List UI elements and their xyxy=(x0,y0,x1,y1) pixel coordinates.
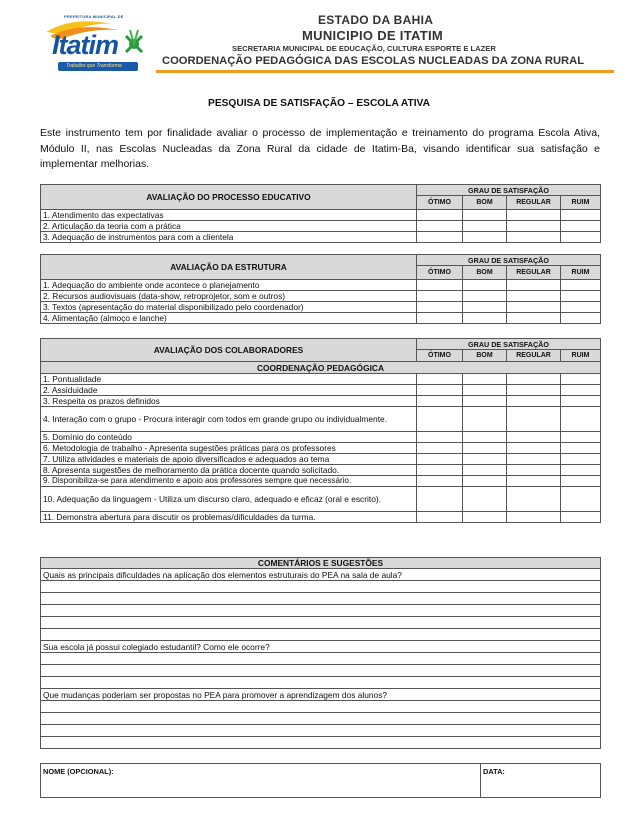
section-title: AVALIAÇÃO DOS COLABORADORES xyxy=(41,339,417,362)
structure-evaluation-table xyxy=(40,254,601,324)
grau-header: GRAU DE SATISFAÇÃO xyxy=(417,255,601,266)
otimo-cell[interactable] xyxy=(417,454,463,465)
table-row xyxy=(41,432,601,443)
regular-cell[interactable] xyxy=(507,232,561,243)
col-regular: REGULAR xyxy=(507,196,561,210)
regular-cell[interactable] xyxy=(507,313,561,324)
ruim-cell[interactable] xyxy=(561,487,601,512)
item-label: 4. Interação com o grupo - Procura interagir com todos em grande grupo ou individualmente. xyxy=(41,407,417,432)
answer-line[interactable] xyxy=(41,737,601,749)
regular-cell[interactable] xyxy=(507,302,561,313)
ruim-cell[interactable] xyxy=(561,374,601,385)
section-title: AVALIAÇÃO DO PROCESSO EDUCATIVO xyxy=(41,185,417,210)
logo-prefeitura-text: PREFEITURA MUNICIPAL DE xyxy=(64,14,124,19)
item-label: 11. Demonstra abertura para discutir os problemas/dificuldades da turma. xyxy=(41,512,417,523)
table-row xyxy=(41,385,601,396)
bom-cell[interactable] xyxy=(463,302,507,313)
ruim-cell[interactable] xyxy=(561,221,601,232)
table-row xyxy=(41,210,601,221)
table-row xyxy=(41,280,601,291)
bom-cell[interactable] xyxy=(463,374,507,385)
table-row xyxy=(41,302,601,313)
header-secretaria: SECRETARIA MUNICIPAL DE EDUCAÇÃO, CULTURA ESPORTE E LAZER xyxy=(232,44,496,53)
table-row xyxy=(41,443,601,454)
table-row xyxy=(41,454,601,465)
col-regular: REGULAR xyxy=(507,350,561,362)
ruim-cell[interactable] xyxy=(561,291,601,302)
ruim-cell[interactable] xyxy=(561,302,601,313)
otimo-cell[interactable] xyxy=(417,443,463,454)
table-row xyxy=(41,313,601,324)
bom-cell[interactable] xyxy=(463,465,507,476)
table-row xyxy=(41,407,601,432)
regular-cell[interactable] xyxy=(507,374,561,385)
bom-cell[interactable] xyxy=(463,396,507,407)
coordenacao-subtitle: COORDENAÇÃO PEDAGÓGICA xyxy=(41,362,601,374)
regular-cell[interactable] xyxy=(507,487,561,512)
regular-cell[interactable] xyxy=(507,280,561,291)
comments-title: COMENTÁRIOS E SUGESTÕES xyxy=(41,558,601,569)
answer-line[interactable] xyxy=(41,665,601,677)
answer-line[interactable] xyxy=(41,677,601,689)
item-label: 4. Alimentação (almoço e lanche) xyxy=(41,313,417,324)
col-ruim: RUIM xyxy=(561,196,601,210)
item-label: 1. Pontualidade xyxy=(41,374,417,385)
item-label: 6. Metodologia de trabalho - Apresenta sugestões práticas para os professores xyxy=(41,443,417,454)
bom-cell[interactable] xyxy=(463,407,507,432)
otimo-cell[interactable] xyxy=(417,465,463,476)
bom-cell[interactable] xyxy=(463,221,507,232)
regular-cell[interactable] xyxy=(507,465,561,476)
item-label: 3. Respeita os prazos definidos xyxy=(41,396,417,407)
answer-line[interactable] xyxy=(41,713,601,725)
process-evaluation-table xyxy=(40,184,601,243)
bom-cell[interactable] xyxy=(463,476,507,487)
otimo-cell[interactable] xyxy=(417,221,463,232)
bom-cell[interactable] xyxy=(463,443,507,454)
col-ruim: RUIM xyxy=(561,266,601,280)
intro-paragraph: Este instrumento tem por finalidade avaliar o processo de implementação e treinamento do programa Escola Ativa, Módulo II, nas Escolas Nucleadas da Zona Rural da cidade de Itatim-Ba, visando identificar sua satisfação e implementar melhorias. xyxy=(40,127,600,170)
regular-cell[interactable] xyxy=(507,512,561,523)
answer-line[interactable] xyxy=(41,617,601,629)
regular-cell[interactable] xyxy=(507,432,561,443)
header-municipio: MUNICIPIO DE ITATIM xyxy=(302,28,443,43)
bom-cell[interactable] xyxy=(463,487,507,512)
otimo-cell[interactable] xyxy=(417,432,463,443)
section-title: AVALIAÇÃO DA ESTRUTURA xyxy=(41,255,417,280)
regular-cell[interactable] xyxy=(507,210,561,221)
item-label: 1. Adequação do ambiente onde acontece o planejamento xyxy=(41,280,417,291)
otimo-cell[interactable] xyxy=(417,396,463,407)
grau-header: GRAU DE SATISFAÇÃO xyxy=(417,185,601,196)
item-label: 2. Recursos audiovisuais (data-show, retroprojetor, som e outros) xyxy=(41,291,417,302)
otimo-cell[interactable] xyxy=(417,232,463,243)
item-label: 10. Adequação da linguagem - Utiliza um discurso claro, adequado e eficaz (oral e escrito). xyxy=(41,487,417,512)
otimo-cell[interactable] xyxy=(417,291,463,302)
ruim-cell[interactable] xyxy=(561,407,601,432)
otimo-cell[interactable] xyxy=(417,385,463,396)
item-label: 1. Atendimento das expectativas xyxy=(41,210,417,221)
bom-cell[interactable] xyxy=(463,313,507,324)
letterhead xyxy=(0,0,638,80)
bom-cell[interactable] xyxy=(463,280,507,291)
regular-cell[interactable] xyxy=(507,221,561,232)
item-label: 3. Adequação de instrumentos para com a clientela xyxy=(41,232,417,243)
answer-line[interactable] xyxy=(41,701,601,713)
document-title: PESQUISA DE SATISFAÇÃO – ESCOLA ATIVA xyxy=(208,98,430,109)
regular-cell[interactable] xyxy=(507,407,561,432)
table-row xyxy=(41,291,601,302)
header-estado: ESTADO DA BAHIA xyxy=(318,13,434,27)
answer-line[interactable] xyxy=(41,605,601,617)
col-bom: BOM xyxy=(463,266,507,280)
logo-slogan-text: Trabalho que Transforma xyxy=(58,62,138,71)
header-divider xyxy=(156,70,614,73)
table-row xyxy=(41,374,601,385)
regular-cell[interactable] xyxy=(507,291,561,302)
nome-label: NOME (OPCIONAL): xyxy=(43,767,114,776)
item-label: 9. Disponibiliza-se para atendimento e apoio aos professores sempre que necessário. xyxy=(41,476,417,487)
col-otimo: ÓTIMO xyxy=(417,196,463,210)
bom-cell[interactable] xyxy=(463,232,507,243)
otimo-cell[interactable] xyxy=(417,487,463,512)
logo-name-text: Itatim xyxy=(52,30,119,60)
ruim-cell[interactable] xyxy=(561,432,601,443)
col-otimo: ÓTIMO xyxy=(417,266,463,280)
regular-cell[interactable] xyxy=(507,385,561,396)
table-row xyxy=(41,476,601,487)
item-label: 2. Articulação da teoria com a prática xyxy=(41,221,417,232)
table-row xyxy=(41,487,601,512)
otimo-cell[interactable] xyxy=(417,512,463,523)
table-row xyxy=(41,512,601,523)
regular-cell[interactable] xyxy=(507,454,561,465)
answer-line[interactable] xyxy=(41,653,601,665)
col-ruim: RUIM xyxy=(561,350,601,362)
ruim-cell[interactable] xyxy=(561,465,601,476)
header-coordenacao: COORDENAÇÃO PEDAGÓGICA DAS ESCOLAS NUCLEADAS DA ZONA RURAL xyxy=(162,55,585,67)
answer-line[interactable] xyxy=(41,581,601,593)
item-label: 7. Utiliza atividades e materiais de apoio diversificados e adequados ao tema xyxy=(41,454,417,465)
ruim-cell[interactable] xyxy=(561,454,601,465)
table-row xyxy=(41,396,601,407)
nome-field[interactable] xyxy=(41,764,481,798)
bom-cell[interactable] xyxy=(463,385,507,396)
col-regular: REGULAR xyxy=(507,266,561,280)
answer-line[interactable] xyxy=(41,629,601,641)
otimo-cell[interactable] xyxy=(417,302,463,313)
data-field[interactable] xyxy=(481,764,601,798)
col-otimo: ÓTIMO xyxy=(417,350,463,362)
item-label: 2. Assiduidade xyxy=(41,385,417,396)
question-3: Que mudanças poderiam ser propostas no PEA para promover a aprendizagem dos alunos? xyxy=(41,689,601,701)
regular-cell[interactable] xyxy=(507,443,561,454)
bom-cell[interactable] xyxy=(463,291,507,302)
footer-table xyxy=(40,763,601,798)
col-bom: BOM xyxy=(463,196,507,210)
regular-cell[interactable] xyxy=(507,476,561,487)
answer-line[interactable] xyxy=(41,725,601,737)
question-1: Quais as principais dificuldades na aplicação dos elementos estruturais do PEA na sala de aula? xyxy=(41,569,601,581)
answer-line[interactable] xyxy=(41,593,601,605)
ruim-cell[interactable] xyxy=(561,313,601,324)
comments-table xyxy=(40,557,601,749)
bom-cell[interactable] xyxy=(463,512,507,523)
bom-cell[interactable] xyxy=(463,454,507,465)
regular-cell[interactable] xyxy=(507,396,561,407)
ruim-cell[interactable] xyxy=(561,443,601,454)
item-label: 5. Domínio do conteúdo xyxy=(41,432,417,443)
table-row xyxy=(41,465,601,476)
item-label: 8. Apresenta sugestões de melhoramento da prática docente quando solicitado. xyxy=(41,465,417,476)
grau-header: GRAU DE SATISFAÇÃO xyxy=(417,339,601,350)
otimo-cell[interactable] xyxy=(417,313,463,324)
ruim-cell[interactable] xyxy=(561,385,601,396)
ruim-cell[interactable] xyxy=(561,512,601,523)
col-bom: BOM xyxy=(463,350,507,362)
table-row xyxy=(41,221,601,232)
itatim-logo xyxy=(42,14,154,74)
data-label: DATA: xyxy=(483,767,505,776)
table-row xyxy=(41,232,601,243)
ruim-cell[interactable] xyxy=(561,280,601,291)
otimo-cell[interactable] xyxy=(417,476,463,487)
bom-cell[interactable] xyxy=(463,432,507,443)
ruim-cell[interactable] xyxy=(561,210,601,221)
otimo-cell[interactable] xyxy=(417,407,463,432)
bom-cell[interactable] xyxy=(463,210,507,221)
ruim-cell[interactable] xyxy=(561,476,601,487)
item-label: 3. Textos (apresentação do material disponibilizado pelo coordenador) xyxy=(41,302,417,313)
collaborators-evaluation-table xyxy=(40,338,601,523)
question-2: Sua escola já possui colegiado estudantil? Como ele ocorre? xyxy=(41,641,601,653)
ruim-cell[interactable] xyxy=(561,396,601,407)
ruim-cell[interactable] xyxy=(561,232,601,243)
otimo-cell[interactable] xyxy=(417,210,463,221)
otimo-cell[interactable] xyxy=(417,374,463,385)
otimo-cell[interactable] xyxy=(417,280,463,291)
